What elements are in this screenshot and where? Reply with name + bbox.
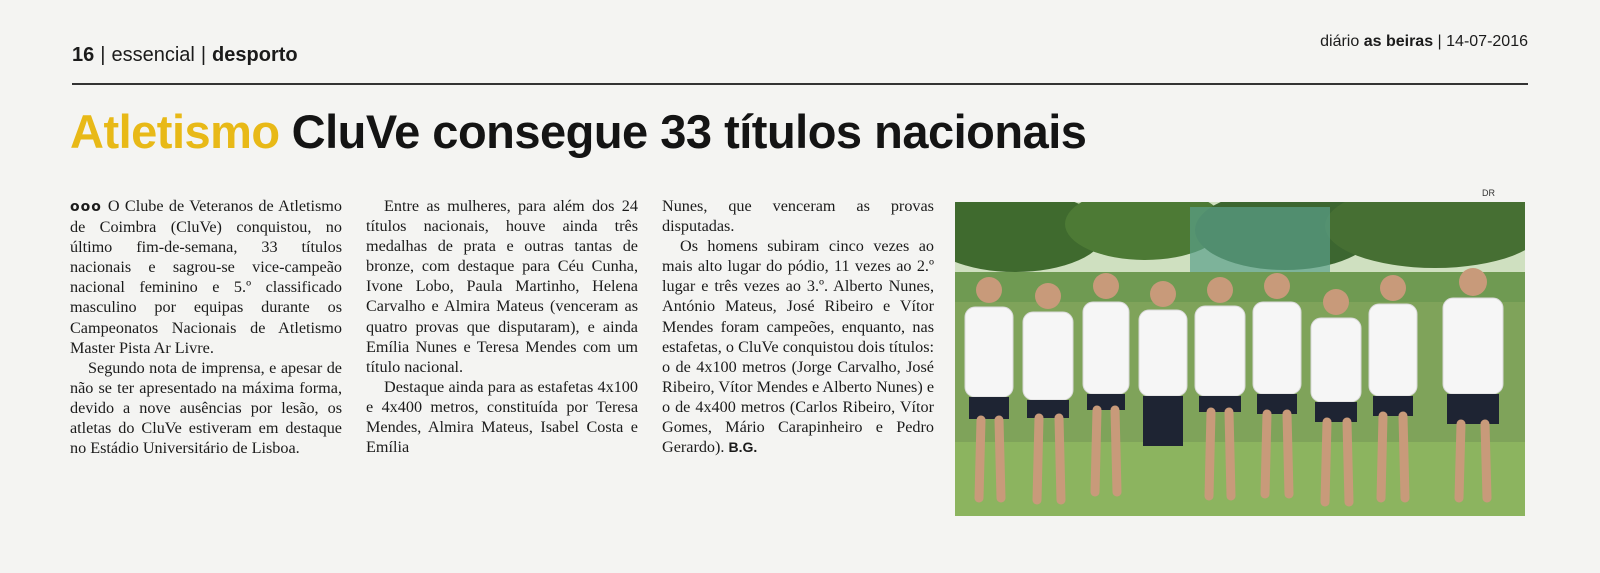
lead-marker: ooo [70,199,102,215]
photo-credit: DR [1482,188,1495,198]
header-rule [72,83,1528,85]
headline-kicker: Atletismo [70,105,280,158]
paragraph-text: Os homens subiram cinco vezes ao mais alto lugar do pódio, 11 vezes ao 2.º lugar e três vezes ao 3.º. Alberto Nunes, António Mateus, José Ribeiro e Vítor Mendes foram campeões, enquanto, nas estafetas, o CluVe conquistou dois títulos: o de 4x100 metros (Jorge Carvalho, José Ribeiro, Vítor Mendes e Alberto Nunes) e o de 4x400 metros (Carlos Ribeiro, Vítor Gomes, Mário Carapinheiro e Pedro Gerardo). [662,237,934,457]
article-paragraph: Destaque ainda para as estafetas 4x100 e 4x400 metros, constituída por Teresa Mendes, Almira Mateus, Isabel Costa e Emília [366,377,638,457]
header-separator: | [200,44,207,66]
article-paragraph: Segundo nota de imprensa, e apesar de não se ter apresentado na máxima forma, devido a nove ausências por lesão, os atletas do CluVe estiveram em destaque no Estádio Universitário de Lisboa. [70,358,342,458]
article-column-3 [662,196,934,457]
byline: B.G. [728,439,758,456]
article-paragraph [662,236,934,457]
header-separator: | [100,44,106,66]
newspaper-prefix: diário [1320,33,1360,50]
article-paragraph: Entre as mulheres, para além dos 24 títulos nacionais, houve ainda três medalhas de prata e outras tantas de bronze, com destaque para Céu Cunha, Ivone Lobo, Paula Martinho, Helena Carvalho e Almira Mateus (venceram as quatro provas que disputaram), e ainda Emília Nunes e Teresa Mendes com um título nacional. [366,197,638,376]
subsection-name: desporto [212,44,298,66]
section-name: essencial [111,44,195,66]
article-column-1 [70,196,342,458]
newspaper-brand: as beiras [1363,33,1434,50]
team-photo [955,202,1525,516]
article-column-2 [366,196,638,457]
header-separator: | [1433,33,1447,50]
issue-date: 14-07-2016 [1446,33,1528,50]
article-paragraph-continued: Nunes, que venceram as provas disputadas. [662,197,934,236]
team-photo-illustration [955,202,1525,516]
article-paragraph [70,196,342,358]
headline [70,104,1086,159]
paragraph-text: O Clube de Veteranos de Atletismo de Coimbra (CluVe) conquistou, no último fim-de-semana, 33 títulos nacionais e sagrou-se vice-campeão nacional feminino e 5.º classificado masculino por equipas durante os Campeonatos Nacionais de Atletismo Master Pista Ar Livre. [70,197,342,357]
page-header-left [72,44,298,67]
page-header-right [1320,33,1528,51]
page-number: 16 [72,44,95,66]
headline-title: CluVe consegue 33 títulos nacionais [291,105,1087,158]
